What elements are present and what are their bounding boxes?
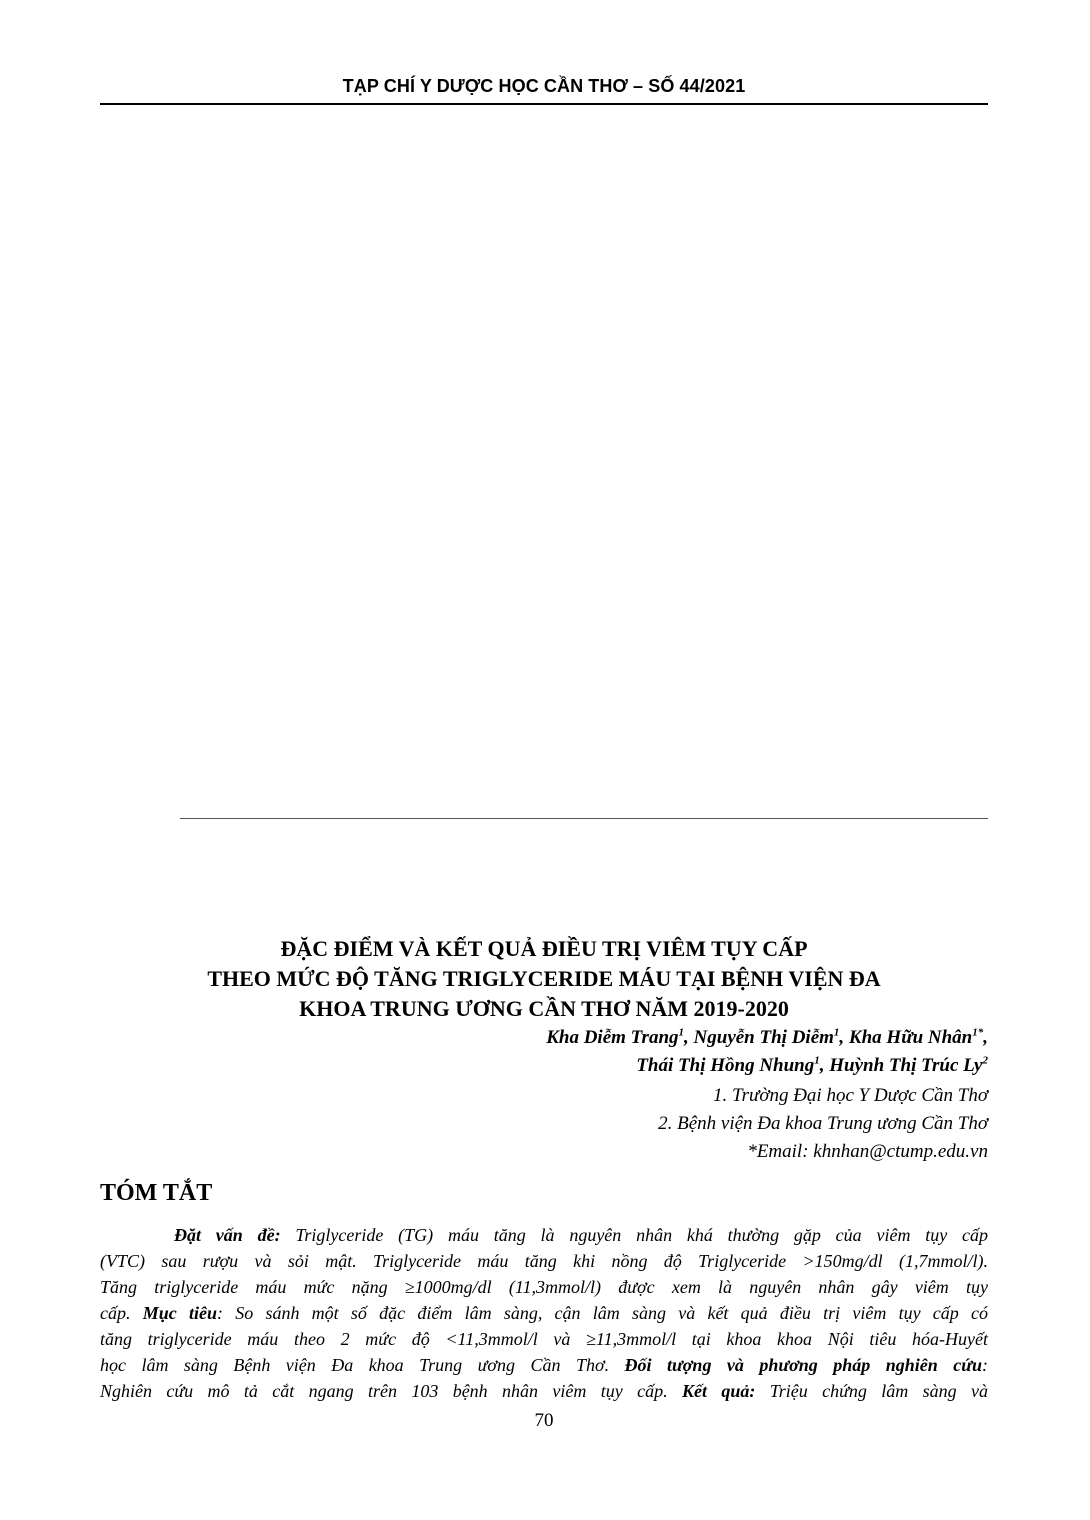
abstract-line: [100, 1300, 988, 1326]
abstract-line: [100, 1352, 988, 1378]
abstract-label-objective: Mục tiêu: [142, 1303, 217, 1323]
abstract-text: học lâm sàng Bệnh viện Đa khoa Trung ương Cần Thơ.: [100, 1355, 625, 1375]
author-mark: 1*: [972, 1026, 984, 1039]
abstract-text: Triglyceride (TG) máu tăng là nguyên nhân khá thường gặp của viêm tụy cấp: [280, 1225, 989, 1245]
author-name: Kha Diễm Trang: [546, 1027, 679, 1048]
abstract-label-background: Đặt vấn đề:: [174, 1225, 281, 1245]
header-divider: [100, 103, 988, 105]
abstract-text: Nghiên cứu mô tả cắt ngang trên 103 bệnh nhân viêm tụy cấp.: [100, 1381, 682, 1401]
title-line-3: KHOA TRUNG ƯƠNG CẦN THƠ NĂM 2019-2020: [299, 996, 789, 1021]
abstract-label-results: Kết quả:: [681, 1381, 756, 1401]
author-mark: 1: [814, 1054, 820, 1067]
author-line-2: Thái Thị Hồng Nhung$^1$, Huỳnh Thị Trúc Ly$^2$: [636, 1054, 988, 1076]
corresponding-email: *Email: khnhan@ctump.edu.vn: [747, 1141, 988, 1162]
section-divider: [180, 818, 988, 819]
abstract-line: [100, 1222, 988, 1248]
title-line-1: ĐẶC ĐIỂM VÀ KẾT QUẢ ĐIỀU TRỊ VIÊM TỤY CẤP: [280, 936, 808, 961]
abstract-line: Tăng triglyceride máu mức nặng ≥1000mg/dl (11,3mmol/l) được xem là nguyên nhân gây viêm tụy: [100, 1277, 988, 1297]
affiliation-1: 1. Trường Đại học Y Dược Cần Thơ: [713, 1085, 988, 1106]
title-line-2: THEO MỨC ĐỘ TĂNG TRIGLYCERIDE MÁU TẠI BỆNH VIỆN ĐA: [207, 966, 881, 991]
author-mark: 2: [982, 1054, 988, 1067]
affiliation-block: [100, 1082, 988, 1166]
abstract-label-methods: Đối tượng và phương pháp nghiên cứu: [624, 1355, 982, 1375]
abstract-line: (VTC) sau rượu và sỏi mật. Triglyceride máu tăng khi nồng độ Triglyceride >150mg/dl (1,7mmol/l).: [100, 1251, 988, 1271]
author-name: Thái Thị Hồng Nhung: [636, 1055, 815, 1076]
abstract-heading: TÓM TẮT: [100, 1180, 213, 1206]
abstract-text: : So sánh một số đặc điểm lâm sàng, cận lâm sàng và kết quả điều trị viêm tụy cấp có: [216, 1303, 988, 1323]
abstract-text: :: [982, 1355, 988, 1375]
author-line-1: Kha Diễm Trang$^1$, Nguyễn Thị Diễm$^1$, Kha Hữu Nhân$^{1*}$,: [546, 1026, 988, 1048]
article-title: [100, 934, 988, 1024]
affiliation-2: 2. Bệnh viện Đa khoa Trung ương Cần Thơ: [658, 1113, 988, 1134]
abstract-line: tăng triglyceride máu theo 2 mức độ <11,3mmol/l và ≥11,3mmol/l tại khoa khoa Nội tiêu hóa-Huyết: [100, 1329, 988, 1349]
abstract-line: [100, 1378, 988, 1404]
abstract-text: cấp.: [100, 1303, 143, 1323]
abstract-body: [100, 1222, 988, 1404]
author-name: Huỳnh Thị Trúc Ly: [829, 1055, 983, 1076]
author-name: Nguyễn Thị Diễm: [693, 1027, 834, 1048]
author-mark: 1: [678, 1026, 685, 1039]
author-name: Kha Hữu Nhân: [848, 1027, 973, 1048]
journal-running-header: TẠP CHÍ Y DƯỢC HỌC CẦN THƠ – SỐ 44/2021: [342, 76, 746, 96]
page-number: 70: [534, 1410, 554, 1431]
abstract-text: Triệu chứng lâm sàng và: [755, 1381, 988, 1401]
author-mark: 1: [833, 1026, 840, 1039]
author-list: [100, 1024, 988, 1080]
